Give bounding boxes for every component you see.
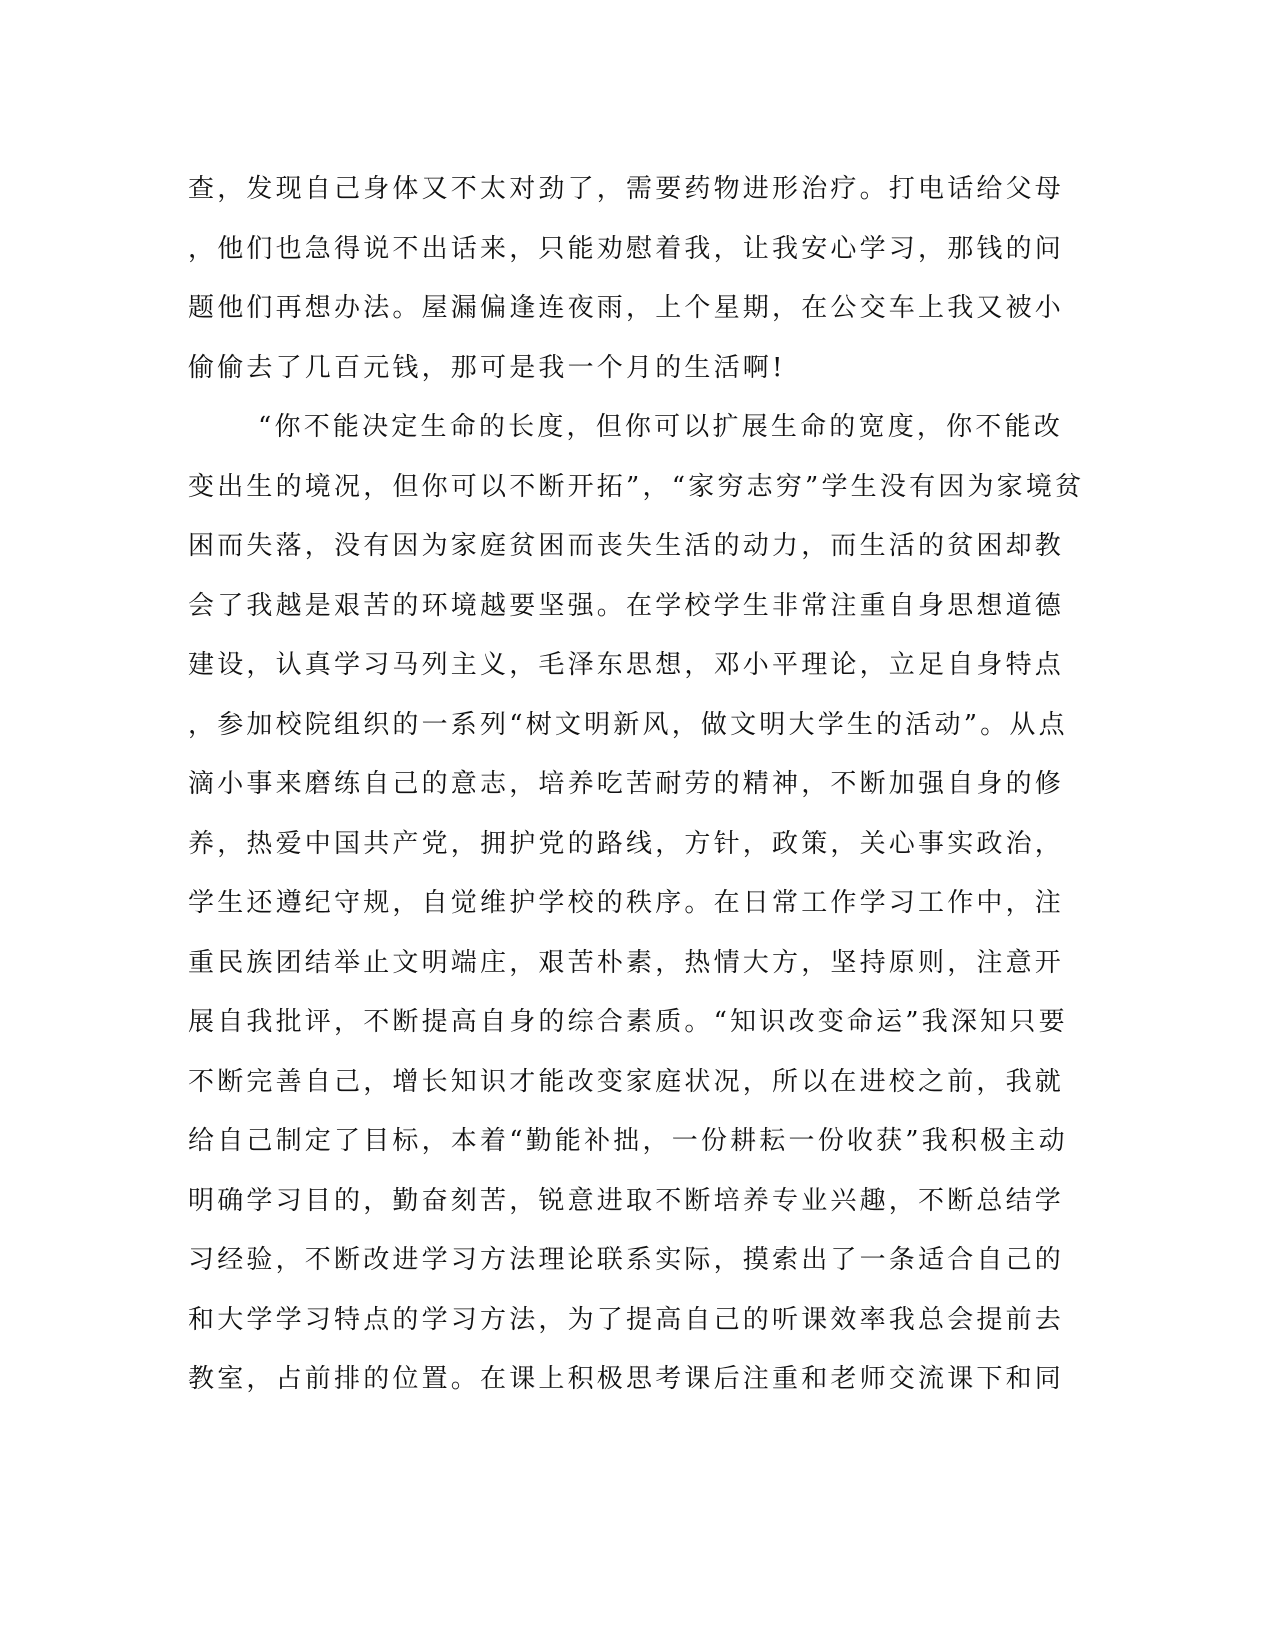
text-line: 偷偷去了几百元钱，那可是我一个月的生活啊! [188, 352, 786, 383]
text-line: 习经验，不断改进学习方法理论联系实际，摸索出了一条适合自己的 [188, 1245, 1065, 1275]
text-line: ，他们也急得说不出话来，只能劝慰着我，让我安心学习，那钱的问 [188, 233, 1065, 264]
text-line: 题他们再想办法。屋漏偏逢连夜雨，上个星期，在公交车上我又被小 [188, 293, 1065, 323]
text-line: 明确学习目的，勤奋刻苦，锐意进取不断培养专业兴趣，不断总结学 [188, 1185, 1065, 1216]
text-line: “你不能决定生命的长度，但你可以扩展生命的宽度，你不能改 [258, 412, 1063, 442]
text-line: 教室，占前排的位置。在课上积极思考课后注重和老师交流课下和同 [188, 1364, 1065, 1394]
text-line: 养，热爱中国共产党，拥护党的路线，方针，政策，关心事实政治， [188, 828, 1065, 859]
text-line: 会了我越是艰苦的环境越要坚强。在学校学生非常注重自身思想道德 [188, 590, 1065, 621]
text-line: 展自我批评，不断提高自身的综合素质。“知识改变命运”我深知只要 [188, 1007, 1068, 1037]
text-line: ，参加校院组织的一系列“树文明新风，做文明大学生的活动”。从点 [188, 709, 1068, 740]
text-line: 学生还遵纪守规，自觉维护学校的秩序。在日常工作学习工作中，注 [188, 888, 1065, 918]
paragraph-1 [188, 160, 1068, 398]
text-line: 变出生的境况，但你可以不断开拓”，“家穷志穷”学生没有因为家境贫 [188, 471, 1085, 502]
text-line: 给自己制定了目标，本着“勤能补拙，一份耕耘一份收获”我积极主动 [188, 1126, 1068, 1156]
text-line: 和大学学习特点的学习方法，为了提高自己的听课效率我总会提前去 [188, 1304, 1065, 1335]
text-line: 重民族团结举止文明端庄，艰苦朴素，热情大方，坚持原则，注意开 [188, 947, 1065, 978]
text-line: 建设，认真学习马列主义，毛泽东思想，邓小平理论，立足自身特点 [188, 650, 1065, 680]
paragraph-2 [188, 398, 1085, 1410]
text-line: 查，发现自己身体又不太对劲了，需要药物进形治疗。打电话给父母 [188, 174, 1065, 204]
text-line: 困而失落，没有因为家庭贫困而丧失生活的动力，而生活的贫困却教 [188, 531, 1065, 561]
text-line: 不断完善自己，增长知识才能改变家庭状况，所以在进校之前，我就 [188, 1066, 1065, 1097]
body-text [188, 160, 1085, 1410]
text-line: 滴小事来磨练自己的意志，培养吃苦耐劳的精神，不断加强自身的修 [188, 769, 1065, 799]
